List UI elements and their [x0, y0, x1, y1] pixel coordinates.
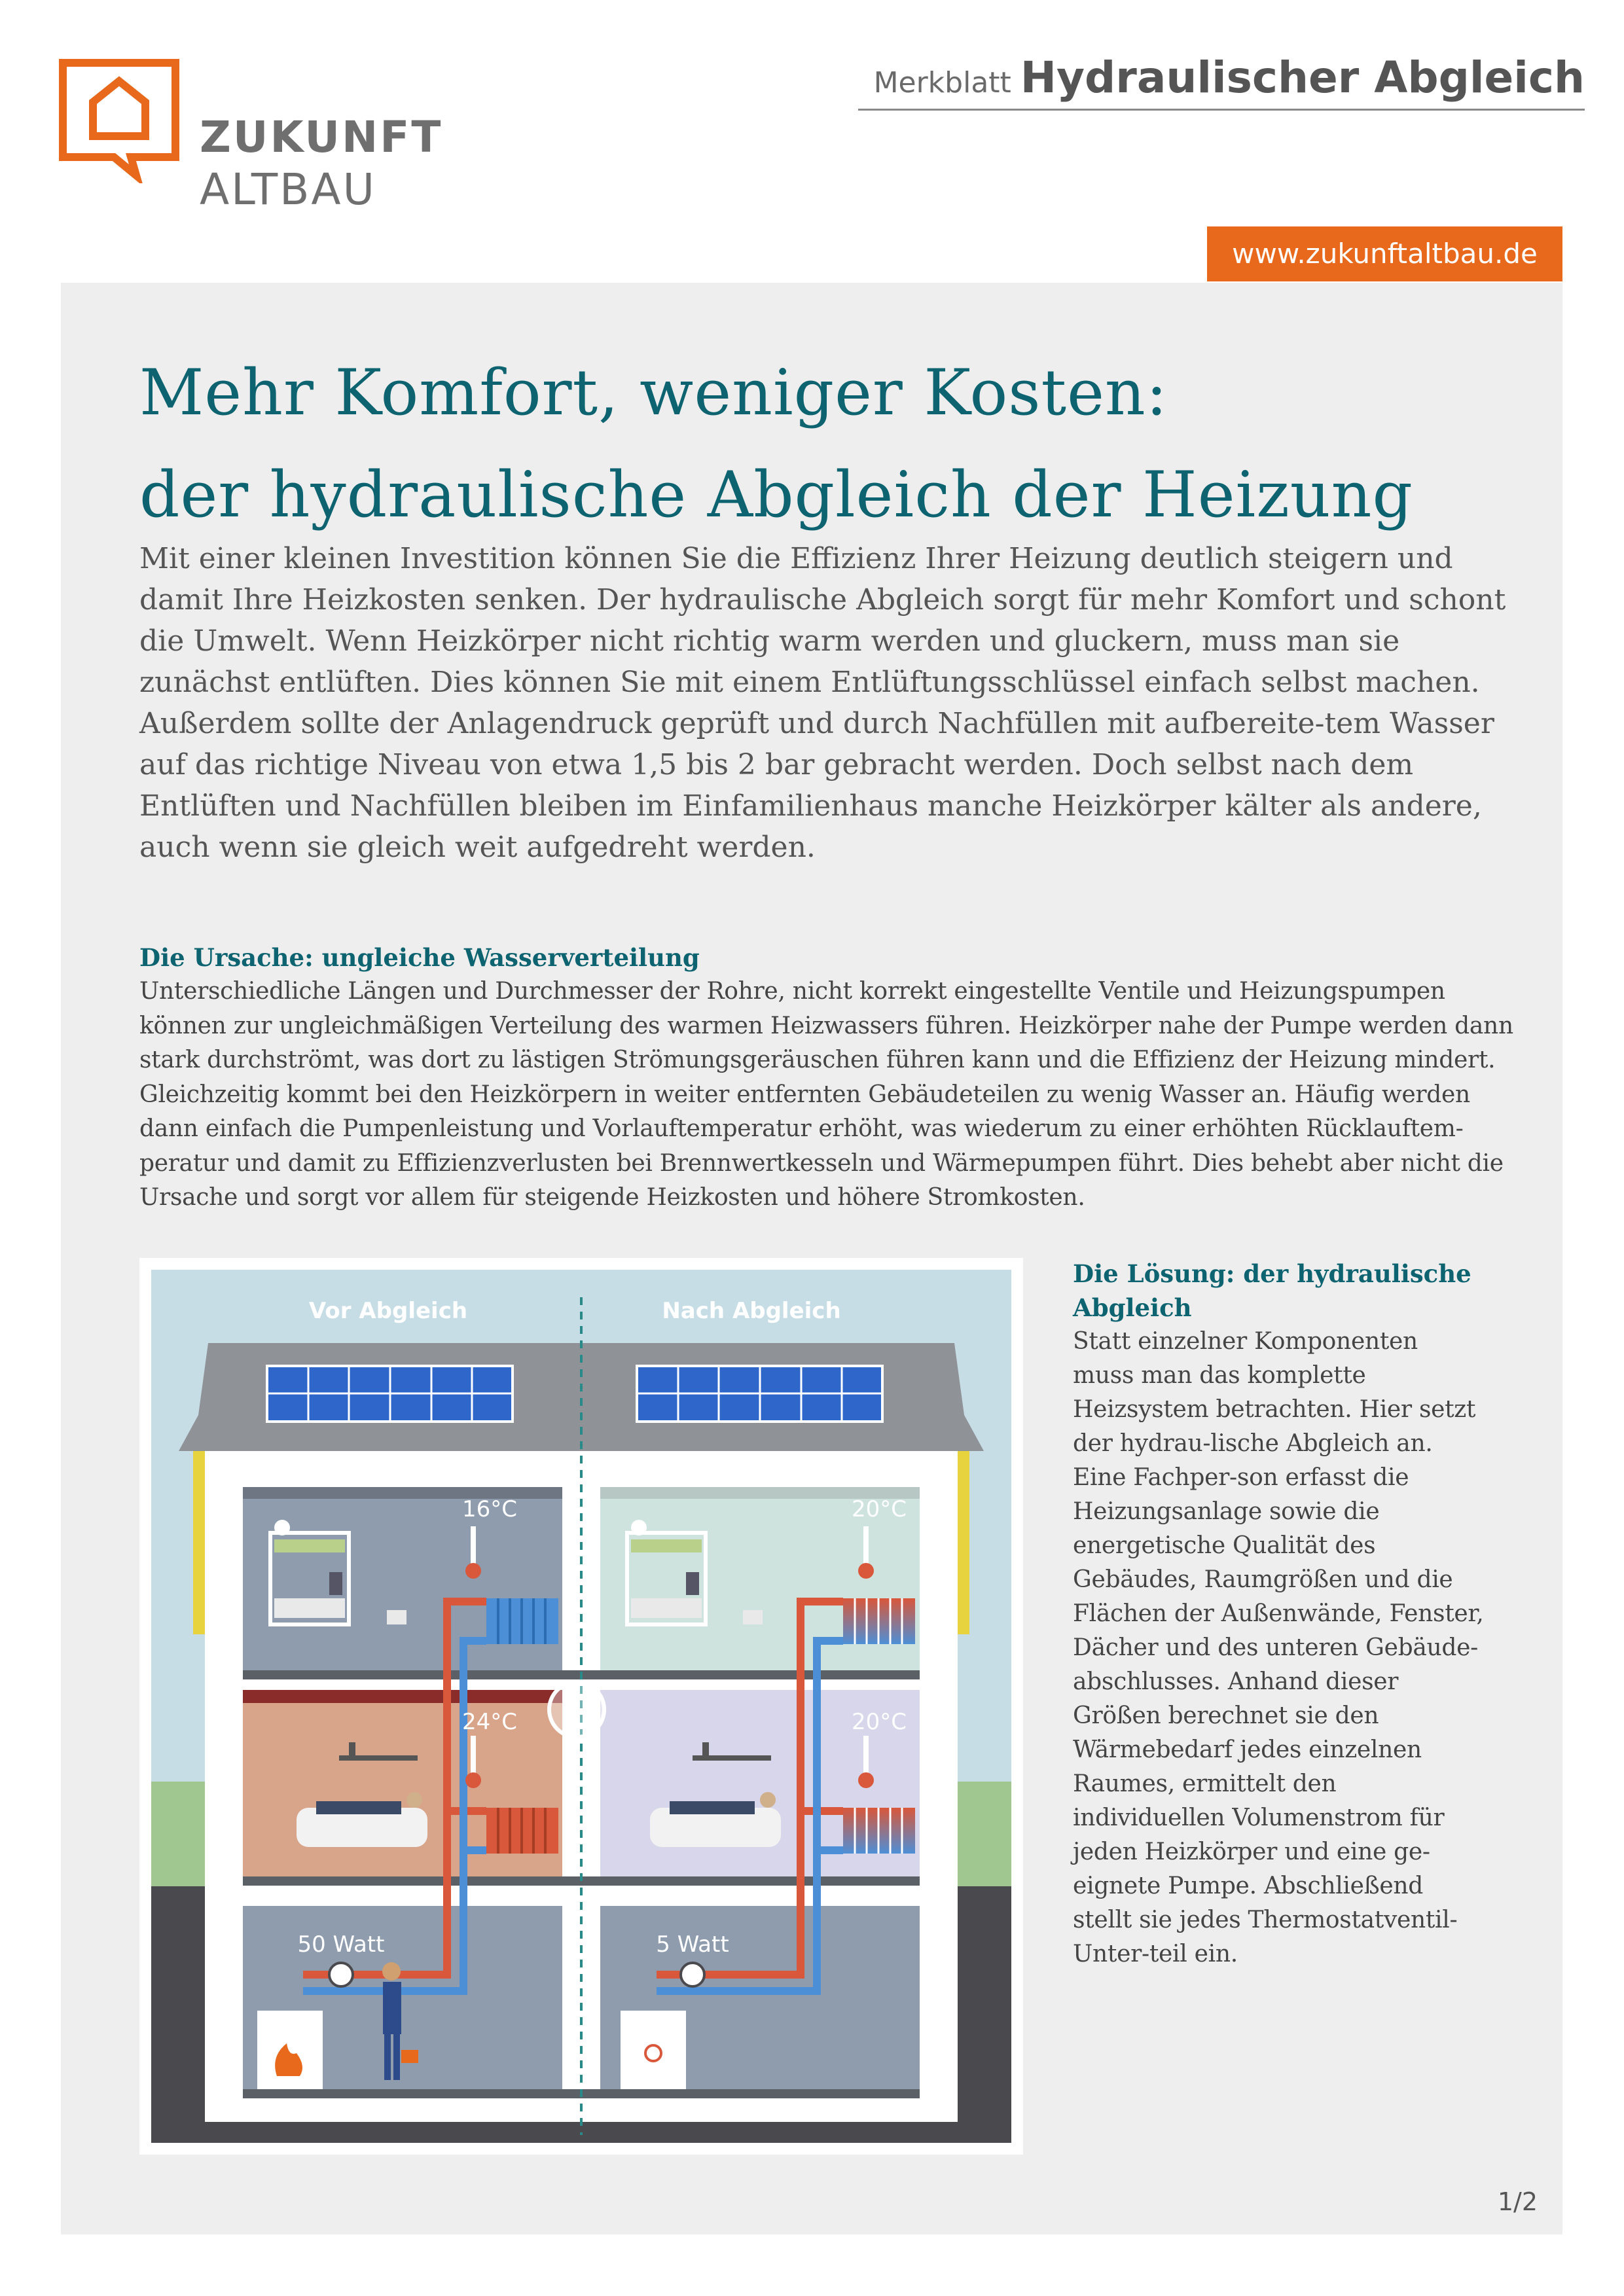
title-line-1: Mehr Komfort, weniger Kosten: [139, 356, 1168, 429]
heating-illustration [139, 1258, 1023, 2155]
intro-paragraph: Mit einer kleinen Investition können Sie die Effizienz Ihrer Heizung deutlich steigern und damit Ihre Heizkosten senken. Der hydraulische Abgleich sorgt für mehr Komfort und schont die Umwelt. Wenn Heizkörper nicht richtig warm werden und gluckern, muss man sie zunächst entlüften. Dies können Sie mit einem Entlüftungsschlüssel einfach selbst machen. Außerdem sollte der Anlagendruck geprüft und durch Nachfüllen mit aufbereite-tem Wasser auf das richtige Niveau von etwa 1,5 bis 2 bar gebracht werden. Doch selbst nach dem Entlüften und Nachfüllen bleiben im Einfamilienhaus manche Heizkörper kälter als andere, auch wenn sie gleich weit aufgedreht werden. [139, 542, 1506, 864]
solution-heading: Die Lösung: der hydraulische Abgleich [1073, 1259, 1471, 1322]
solar-panel-left [267, 1366, 513, 1422]
temp-before-middle: 24°C [461, 1709, 518, 1735]
temp-after-upper: 20°C [851, 1496, 907, 1522]
solar-panel-right [637, 1366, 882, 1422]
boiler-after [621, 2011, 686, 2089]
page-title [139, 342, 1514, 546]
logo-line-1: ZUKUNFT [200, 112, 443, 162]
valve-magnifier-icon [549, 1682, 604, 1737]
solution-body: Statt einzelner Komponenten muss man das komplette Heizsystem betrachten. Hier setzt der hydrau-lische Abgleich an. Eine Fachper-son erfasst die Heizungsanlage sowie die energetische Qualität des Gebäudes, Raumgrößen und die Flächen der Außenwände, Fenster, Dächer und des unteren Gebäude-abschlusses. Anhand dieser Größen berechnet sie den Wärmebedarf jedes einzelnen Raumes, ermittelt den individuellen Volumenstrom für jeden Heizkörper und eine ge-eignete Pumpe. Abschließend stellt sie jedes Thermostatventil-Unter-teil ein. [1073, 1328, 1484, 1967]
label-after: Nach Abgleich [662, 1298, 841, 1324]
doc-type: Merkblatt [873, 66, 1011, 99]
temp-after-middle: 20°C [851, 1709, 907, 1735]
logo-wordmark [200, 111, 442, 216]
wall-right-insulation [958, 1451, 969, 1634]
radiator-after-middle [843, 1808, 915, 1854]
logo-line-2: ALTBAU [200, 164, 376, 215]
cause-section [139, 941, 1521, 1215]
solution-section [1073, 1257, 1485, 1971]
title-line-2: der hydraulische Abgleich der Heizung [139, 458, 1413, 531]
pump-power-before: 50 Watt [297, 1931, 385, 1958]
wall-left-insulation [193, 1451, 205, 1634]
pump-after-icon [681, 1963, 704, 1986]
doc-title: Hydraulischer Abgleich [1020, 52, 1585, 103]
house-cross-section [139, 1258, 1023, 2155]
page-number: 1/2 [1497, 2187, 1538, 2216]
document-header [858, 52, 1585, 111]
house-speech-bubble-icon [59, 59, 183, 183]
pump-power-after: 5 Watt [656, 1931, 729, 1958]
cause-body: Unterschiedliche Längen und Durchmesser der Rohre, nicht korrekt eingestellte Ventile und Heizungspumpen können zur ungleichmäßigen Verteilung des warmen Heizwassers führen. Heizkörper nahe der Pumpe werden dann stark durchströmt, was dort zu lästigen Strömungsgeräuschen führen kann und die Effizienz der Heizung mindert. Gleichzeitig kommt bei den Heizkörpern in weiter entfernten Gebäudeteilen zu wenig Wasser an. Häufig werden dann einfach die Pumpenleistung und Vorlauftemperatur erhöht, was wiederum zu einer erhöhten Rücklauftem-peratur und damit zu Effizienzverlusten bei Brennwertkesseln und Wärmepumpen führt. Dies behebt aber nicht die Ursache und sorgt vor allem für steigende Heizkosten und höhere Stromkosten. [139, 978, 1513, 1211]
temp-before-upper: 16°C [461, 1496, 518, 1522]
pump-before-icon [329, 1963, 353, 1986]
radiator-after-upper [843, 1598, 915, 1644]
radiator-before-middle [486, 1808, 558, 1854]
boiler-before [257, 2011, 323, 2089]
cause-heading: Die Ursache: ungleiche Wasserverteilung [139, 943, 700, 972]
logo [59, 59, 452, 223]
label-before: Vor Abgleich [308, 1298, 468, 1324]
radiator-before-upper [486, 1598, 558, 1644]
content-panel [61, 283, 1562, 2234]
website-link[interactable]: www.zukunftaltbau.de [1207, 226, 1562, 281]
